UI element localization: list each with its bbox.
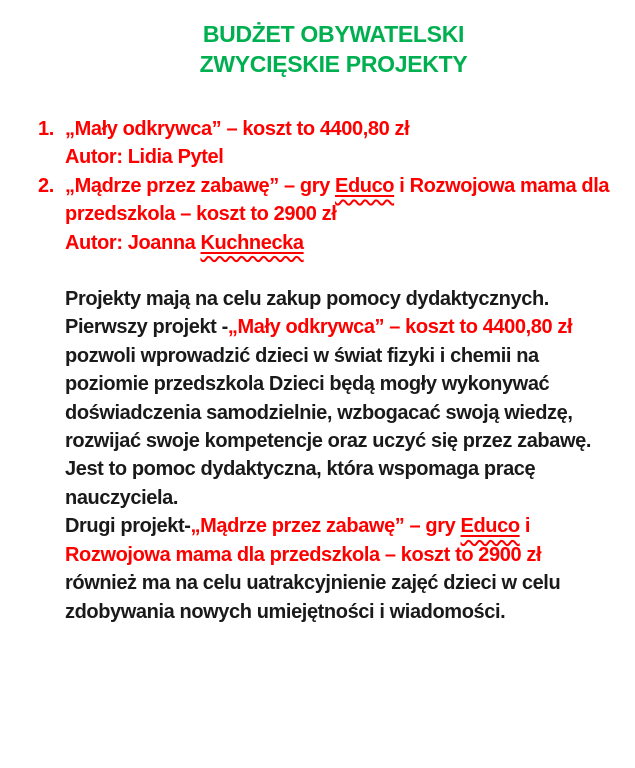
text-segment: „Mały odkrywca” – koszt to 4400,80 zł — [65, 118, 410, 140]
underlined-term — [201, 232, 304, 254]
list-item-line — [65, 200, 610, 228]
description-paragraph — [65, 285, 610, 626]
winning-projects-list — [38, 115, 610, 257]
text-segment: Educo — [335, 174, 395, 197]
text-segment: Educo — [460, 515, 520, 538]
text-segment: pozwoli wprowadzić dzieci w świat fizyki i chemii na — [65, 344, 539, 367]
text-segment: zdobywania nowych umiejętności i wiadomości. — [65, 600, 506, 623]
paragraph-line — [65, 399, 610, 427]
document-title-line-1: BUDŻET OBYWATELSKI — [202, 21, 465, 47]
paragraph-line — [65, 427, 610, 455]
text-segment: „Mądrze przez zabawę” – gry — [190, 515, 461, 538]
paragraph-line — [65, 285, 610, 313]
text-segment: i Rozwojowa mama dla — [394, 174, 610, 197]
text-segment: również ma na celu uatrakcyjnienie zajęć dzieci w celu — [65, 572, 561, 595]
text-segment: przedszkola – koszt to 2900 zł — [65, 203, 337, 226]
list-item-number: 1. — [38, 118, 54, 140]
paragraph-line — [65, 342, 610, 370]
text-segment: Jest to pomoc dydaktyczna, która wspomaga pracę — [65, 458, 536, 481]
paragraph-line — [65, 569, 610, 597]
underlined-term — [461, 515, 520, 537]
text-segment: rozwijać swoje kompetencje oraz uczyć się przez zabawę. — [65, 430, 591, 453]
document-title — [65, 19, 602, 79]
underlined-term — [335, 175, 394, 197]
list-item-line — [65, 229, 610, 257]
text-segment: „Mały odkrywca” – koszt to 4400,80 zł — [227, 316, 573, 339]
paragraph-line — [65, 484, 610, 512]
paragraph-line — [65, 370, 610, 398]
document-page — [0, 19, 635, 768]
list-item — [38, 115, 610, 143]
text-segment: Projekty mają na celu zakup pomocy dydaktycznych. — [65, 288, 549, 311]
paragraph-line — [65, 313, 610, 341]
text-segment: Drugi projekt- — [65, 515, 191, 538]
paragraph-line — [65, 455, 610, 483]
text-segment: nauczyciela. — [65, 486, 179, 509]
text-segment: i — [519, 515, 530, 538]
text-segment: Kuchnecka — [200, 231, 304, 254]
paragraph-line — [65, 541, 610, 569]
paragraph-line — [65, 598, 610, 626]
text-segment: doświadczenia samodzielnie, wzbogacać swoją wiedzę, — [65, 401, 573, 424]
document-title-line-2: ZWYCIĘSKIE PROJEKTY — [199, 51, 468, 77]
text-segment: „Mądrze przez zabawę” – gry — [65, 174, 336, 197]
text-segment: poziomie przedszkola Dzieci będą mogły wykonywać — [65, 373, 550, 396]
paragraph-line — [65, 512, 610, 540]
list-item-line — [65, 143, 610, 171]
text-segment: Pierwszy projekt - — [65, 316, 228, 339]
document-body — [38, 115, 610, 626]
text-segment: Rozwojowa mama dla przedszkola – koszt to 2900 zł — [65, 543, 542, 566]
text-segment: Autor: Joanna — [65, 231, 201, 254]
list-item — [38, 172, 610, 200]
list-item-number: 2. — [38, 174, 54, 197]
text-segment: Autor: Lidia Pytel — [65, 146, 224, 169]
